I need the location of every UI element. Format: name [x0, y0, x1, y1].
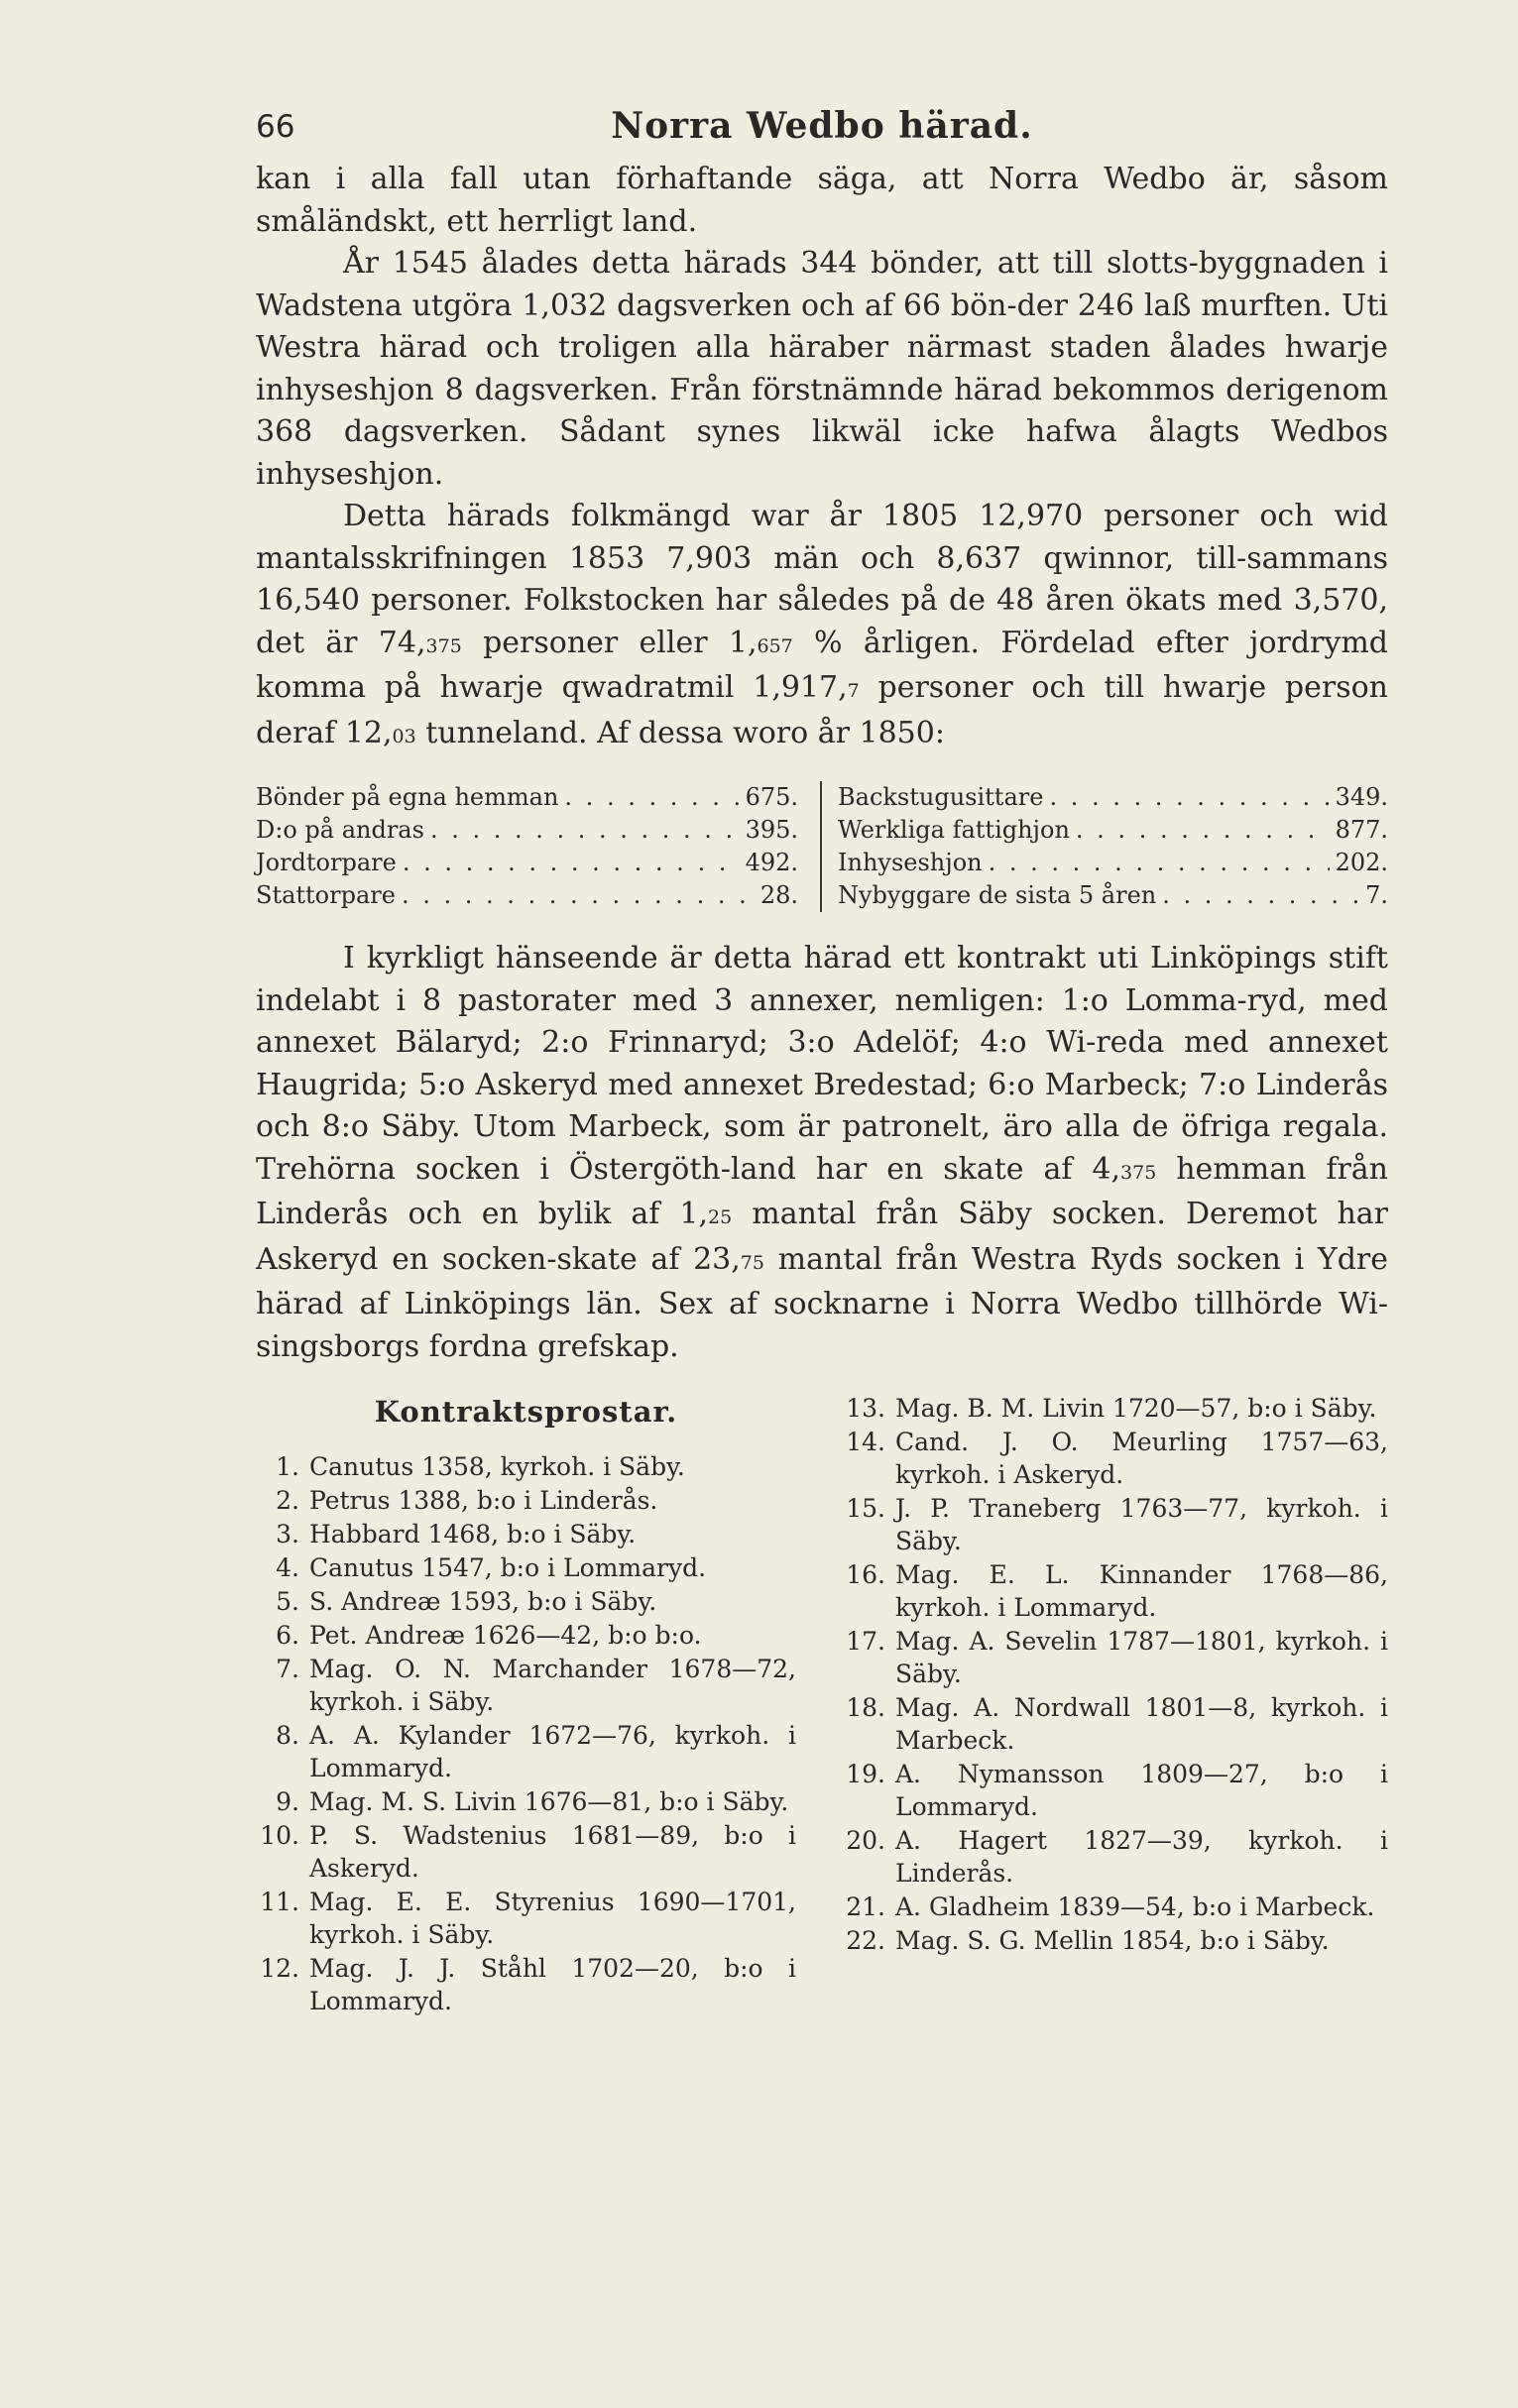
list-item: 21. A. Gladheim 1839—54, b:o i Marbeck. [846, 1892, 1375, 1921]
list-item: 18. Mag. A. Nordwall 1801—8, kyrkoh. i Marbeck. [846, 1693, 1388, 1755]
paragraph-kyrkligt: I kyrkligt hänseende är detta härad ett kontrakt uti Linköpings stift indelabt i 8 pastorater med 3 annexer, nemligen: 1:o Lomma-ryd, med annexet Bälaryd; 2:o Frinnaryd; 3:o Adelöf; 4:o Wi-reda med annexet Haugrida; 5:o Askeryd med annexet Bredestad; 6:o Marbeck; 7:o Linderås och 8:o Säby. Utom Marbeck, som är patronelt, äro alla de öfriga regala. Trehörna socken i Östergöth-land har en skate af 4,375 hemman från Linderås och en bylik af 1,25 mantal från Säby socken. Deremot har Askeryd en socken-skate af 23,75 mantal från Westra Ryds socken i Ydre härad af Linköpings län. Sex af socknarne i Norra Wedbo tillhörde Wi-singsborgs fordna grefskap. [256, 941, 1388, 1364]
stat-row: Werkliga fattighjon . . . 877. [838, 814, 1388, 847]
list-item: 2. Petrus 1388, b:o i Linderås. [276, 1486, 658, 1515]
list-item: 13. Mag. B. M. Livin 1720—57, b:o i Säby. [846, 1394, 1377, 1423]
list-item: 17. Mag. A. Sevelin 1787—1801, kyrkoh. i Säby. [846, 1627, 1388, 1688]
list-item: 12. Mag. J. J. Ståhl 1702—20, b:o i Lommaryd. [260, 1954, 796, 2015]
list-item: 15. J. P. Traneberg 1763—77, kyrkoh. i Säby. [846, 1494, 1388, 1555]
list-item: 7. Mag. O. N. Marchander 1678—72, kyrkoh. i Säby. [276, 1655, 796, 1716]
list-item: 14. Cand. J. O. Meurling 1757—63, kyrkoh. i Askeryd. [846, 1428, 1388, 1489]
stat-row: Stattorpare . . . 28. [256, 879, 798, 912]
list-item: 10. P. S. Wadstenius 1681—89, b:o i Askeryd. [260, 1821, 796, 1883]
stat-row: Jordtorpare . . . 492. [256, 847, 798, 879]
list-item: 20. A. Hagert 1827—39, kyrkoh. i Linderås. [846, 1826, 1388, 1888]
paragraph-dagsverken: År 1545 ålades detta härads 344 bönder, att till slotts-byggnaden i Wadstena utgöra 1,032 dagsverken och af 66 bön-der 246 laß murften. Uti Westra härad och troligen alla häraber närmast staden ålades hwarje inhyseshjon 8 dagsverken. Från förstnämnde härad bekommos derigenom 368 dagsverken. Sådant synes likwäl icke hafwa ålagts Wedbos inhyseshjon. [256, 246, 1388, 492]
page-number: 66 [256, 109, 295, 145]
stat-row: Backstugusittare . . . 349. [838, 781, 1388, 814]
running-title: Norra Wedbo härad. [611, 105, 1033, 147]
list-item: 1. Canutus 1358, kyrkoh. i Säby. [276, 1452, 685, 1481]
stat-row: Inhyseshjon . . . 202. [838, 847, 1388, 879]
stat-row: Bönder på egna hemman . . . 675. [256, 781, 798, 814]
stat-row: D:o på andras . . . 395. [256, 814, 798, 847]
stat-row: Nybyggare de sista 5 åren . . . 7. [838, 879, 1388, 912]
provost-list [256, 1392, 1388, 2018]
list-item: 3. Habbard 1468, b:o i Säby. [276, 1520, 637, 1548]
page-header [256, 99, 1388, 159]
paragraph-intro: kan i alla fall utan förhaftande säga, att Norra Wedbo är, såsom småländskt, ett herrligt land. [256, 162, 1388, 239]
provost-column-right [822, 1392, 1388, 2018]
body-text [256, 159, 1388, 757]
body-text-church [256, 938, 1388, 1368]
list-item: 4. Canutus 1547, b:o i Lommaryd. [276, 1553, 707, 1582]
list-item: 9. Mag. M. S. Livin 1676—81, b:o i Säby. [276, 1787, 789, 1816]
list-item: 8. A. A. Kylander 1672—76, kyrkoh. i Lommaryd. [276, 1721, 796, 1782]
list-item: 19. A. Nymansson 1809—27, b:o i Lommaryd. [846, 1760, 1388, 1821]
list-item: 11. Mag. E. E. Styrenius 1690—1701, kyrkoh. i Säby. [260, 1888, 796, 1949]
list-item: 5. S. Andreæ 1593, b:o i Säby. [276, 1587, 657, 1616]
population-stats [256, 781, 1388, 912]
provost-list-heading: Kontraktsprostar. [374, 1395, 678, 1429]
provost-column-left [256, 1392, 822, 2018]
list-item: 6. Pet. Andreæ 1626—42, b:o b:o. [276, 1621, 702, 1650]
list-item: 16. Mag. E. L. Kinnander 1768—86, kyrkoh. i Lommaryd. [846, 1560, 1388, 1622]
stats-column-right [822, 781, 1388, 912]
stats-column-left [256, 781, 822, 912]
paragraph-folkmangd: Detta härads folkmängd war år 1805 12,970 personer och wid mantalsskrifningen 1853 7,903 män och 8,637 qwinnor, till-sammans 16,540 personer. Folkstocken har således på de 48 åren ökats med 3,570, det är 74,375 personer eller 1,657 % årligen. Fördelad efter jordrymd komma på hwarje qwadratmil 1,917,7 personer och till hwarje person deraf 12,03 tunneland. Af dessa woro år 1850: [256, 499, 1388, 750]
list-item: 22. Mag. S. G. Mellin 1854, b:o i Säby. [846, 1926, 1330, 1955]
book-page [256, 99, 1388, 2018]
